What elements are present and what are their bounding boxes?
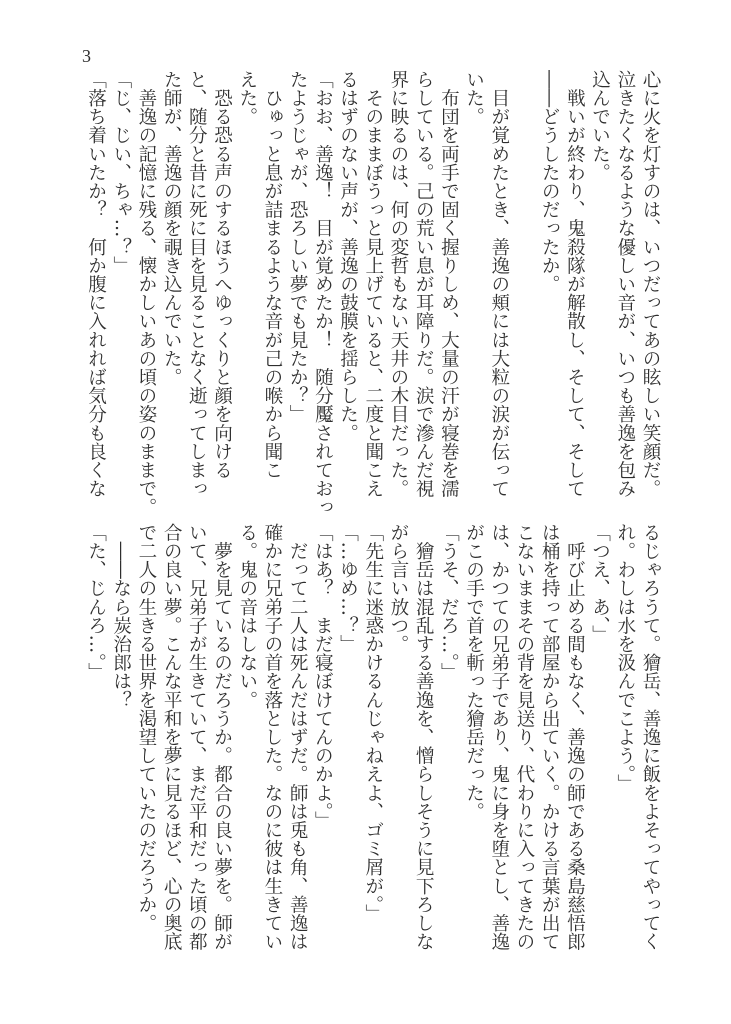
- text-line: こないままその背を見送り、代わりに入ってきたの: [513, 523, 535, 951]
- text-line: だって二人は死んだはずだ。師は兎も角、善逸は: [287, 523, 309, 951]
- text-line: 目が覚めたとき、善逸の頬には大粒の涙が伝って: [488, 70, 510, 498]
- text-line: る。鬼の音はしない。: [236, 523, 258, 709]
- text-line: るじゃろうて。獪岳、善逸に飯をよそってやってく: [640, 523, 661, 951]
- text-line: 「落ち着いたか？ 何か腹に入れれば気分も良くな: [85, 70, 107, 498]
- text-line: 戦いが終わり、鬼殺隊が解散し、そして、そして: [564, 70, 586, 498]
- text-line: 「つえ、あ、」: [589, 523, 611, 644]
- text-line: いて、兄弟子が生きていて、まだ平和だった頃の都: [186, 523, 208, 951]
- text-line: 「…ゆめ…？」: [337, 523, 359, 654]
- text-block-top: [83, 70, 663, 517]
- text-line: 合の良い夢。こんな平和を夢に見るほど、心の奥底: [161, 523, 183, 951]
- text-line: 「はあ？ まだ寝ぼけてんのかよ。」: [312, 523, 334, 830]
- text-line: ――どうしたのだったか。: [539, 70, 561, 294]
- text-line: れ。わしは水を汲んでこよう。」: [614, 523, 636, 793]
- text-line: ――なら炭治郎は？: [110, 523, 132, 709]
- text-line: 込んでいた。: [589, 70, 611, 182]
- text-line: と、随分と昔に死に目を見ることなく逝ってしまっ: [186, 70, 208, 498]
- text-line: は、かつての兄弟子であり、鬼に身を堕とし、善逸: [488, 523, 510, 951]
- text-line: 夢を見ているのだろうか。都合の良い夢を。師が: [211, 523, 233, 951]
- text-line: 善逸の記憶に残る、懐かしいあの頃の姿のままで。: [135, 70, 157, 517]
- text-line: 呼び止める間もなく、善逸の師である桑島慈悟郎: [564, 523, 586, 951]
- text-line: 「うそ、だろ…。」: [438, 523, 460, 682]
- text-line: 確かに兄弟子の首を落とした。なのに彼は生きてい: [261, 523, 283, 951]
- text-line: ひゅっと息が詰まるような音が己の喉から聞こ: [261, 70, 283, 480]
- text-line: 心に火を灯すのは、いつだってあの眩しい笑顔だ。: [640, 70, 661, 498]
- text-line: たようじゃが、恐ろしい夢でも見たか？」: [287, 70, 309, 424]
- text-line: 恐る恐る声のするほうへゆっくりと顔を向ける: [211, 70, 233, 480]
- text-line: 「先生に迷惑かけるんじゃねえよ、ゴミ屑が。」: [362, 523, 384, 923]
- text-line: るはずのない声が、善逸の鼓膜を揺らした。: [337, 70, 359, 442]
- text-line: 「おお、善逸！ 目が覚めたか！ 随分魘されておっ: [312, 70, 334, 517]
- text-block-bottom: [83, 523, 663, 963]
- text-line: 「た、じんろ…。」: [85, 523, 107, 682]
- text-line: 獪岳は混乱する善逸を、憎らしそうに見下ろしな: [413, 523, 435, 951]
- text-line: 界に映るのは、何の変哲もない天井の木目だった。: [387, 70, 409, 498]
- text-line: 布団を両手で固く握りしめ、大量の汗が寝巻を濡: [438, 70, 460, 498]
- text-line: えた。: [236, 70, 258, 126]
- text-line: いた。: [463, 70, 485, 126]
- text-line: は桶を持って部屋から出ていく。かける言葉が出て: [539, 523, 561, 951]
- text-line: がら言い放つ。: [387, 523, 409, 654]
- text-line: がこの手で首を斬った獪岳だった。: [463, 523, 485, 821]
- text-line: そのままぼうっと見上げていると、二度と聞こえ: [362, 70, 384, 498]
- text-line: 「じ、じい、ちゃ…？」: [110, 70, 132, 275]
- text-line: た師が、善逸の顔を覗き込んでいた。: [161, 70, 183, 387]
- text-line: [512, 70, 537, 510]
- page-number: 3: [82, 46, 91, 66]
- text-line: らしている。己の荒い息が耳障りだ。涙で滲んだ視: [413, 70, 435, 498]
- text-line: で二人の生きる世界を渇望していたのだろうか。: [135, 523, 157, 933]
- text-line: 泣きたくなるような優しい音が、いつも善逸を包み: [614, 70, 636, 498]
